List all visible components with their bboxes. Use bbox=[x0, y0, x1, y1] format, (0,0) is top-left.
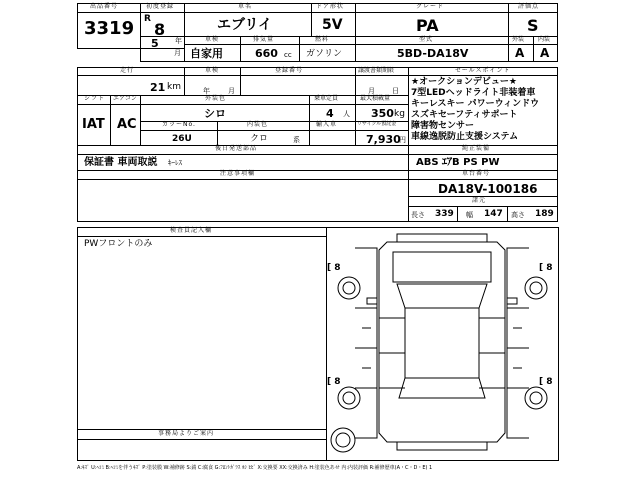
inspection-date-label: 車検 bbox=[205, 67, 220, 74]
fuel-label: 燃料 bbox=[315, 36, 330, 43]
rating-label: 評価点 bbox=[518, 3, 540, 10]
sales-point-1: 7型LEDヘッドライト非装着車 bbox=[411, 88, 536, 98]
scrap-doc-label: 譲渡書類期限 bbox=[358, 67, 395, 74]
inspection-month-unit: 月 bbox=[228, 87, 235, 95]
mileage: 21 bbox=[150, 81, 166, 94]
month-value: 5 bbox=[151, 37, 159, 50]
model-type-label: 型式 bbox=[419, 36, 434, 43]
notes-label: 注意事項欄 bbox=[220, 170, 256, 177]
lot-number-label: 出品番号 bbox=[90, 3, 119, 10]
sales-points-label: セールスポイント bbox=[455, 67, 511, 74]
sales-point-0: ★オークションデビュー★ bbox=[411, 77, 517, 87]
max-load-label: 最大積載量 bbox=[360, 95, 391, 102]
model-type: 5BD-DA18V bbox=[397, 47, 469, 60]
inspector-cell bbox=[77, 227, 327, 430]
year-era: R bbox=[144, 14, 151, 24]
length-label: 長さ bbox=[411, 211, 425, 219]
aftermarket-label: 後日発送部品 bbox=[215, 145, 258, 152]
sales-point-3: スズキセーフティサポート bbox=[411, 110, 518, 120]
exterior-grade: A bbox=[515, 46, 525, 60]
inspection-year-unit: 年 bbox=[203, 87, 210, 95]
interior-grade: A bbox=[540, 46, 550, 60]
recycle-fee: 7,930 bbox=[366, 133, 401, 146]
displacement: 660 bbox=[255, 47, 278, 60]
inspector-note: PWフロントのみ bbox=[84, 239, 153, 249]
width: 147 bbox=[484, 209, 503, 219]
notes-cell bbox=[77, 170, 409, 222]
car-outline-diagram bbox=[327, 228, 558, 460]
aircon-label: エアコン bbox=[113, 95, 137, 102]
exterior-color: シロ bbox=[204, 107, 226, 120]
rating: S bbox=[527, 16, 539, 35]
capacity-label: 乗車定員 bbox=[314, 95, 339, 102]
origin-label: 諸元 bbox=[472, 197, 487, 204]
equipment: ABS ｴｱB PS PW bbox=[416, 157, 500, 168]
recycle-unit: 円 bbox=[399, 136, 406, 144]
registration-label: 登録番号 bbox=[275, 67, 304, 74]
height-label: 高さ bbox=[511, 211, 525, 219]
tire-code-rear-right: [ 8 bbox=[539, 377, 553, 387]
inspection-label: 車検 bbox=[205, 36, 220, 43]
scrap-month-unit: 月 bbox=[368, 87, 375, 95]
aircon: AC bbox=[117, 117, 137, 132]
door-shape-label: ドア形状 bbox=[316, 3, 344, 10]
color-no: 26U bbox=[172, 134, 192, 144]
exterior-color-label: 外装色 bbox=[205, 95, 227, 102]
color-no-label: カラーNo. bbox=[162, 121, 196, 128]
car-name-label: 車名 bbox=[238, 3, 253, 10]
first-registration-label: 初度登録 bbox=[146, 3, 175, 10]
tire-code-front-right: [ 8 bbox=[539, 263, 553, 273]
lot-number: 3319 bbox=[84, 18, 135, 39]
mileage-unit: km bbox=[167, 82, 181, 92]
year-value: 8 bbox=[154, 20, 166, 39]
sales-point-2: キーレスキー パワーウィンドウ bbox=[411, 99, 540, 109]
mileage-label: 走行 bbox=[120, 67, 135, 74]
equipment-label: 純正装備 bbox=[462, 145, 491, 152]
tire-code-rear-left: [ 8 bbox=[327, 377, 341, 387]
interior-color-label: 内装色 bbox=[247, 121, 269, 128]
sales-point-4: 障害物センサー bbox=[411, 121, 475, 131]
displacement-label: 排気量 bbox=[253, 36, 275, 43]
interior-color-unit: 系 bbox=[293, 136, 300, 144]
max-load-unit: kg bbox=[394, 109, 405, 119]
year-unit: 年 bbox=[175, 37, 182, 45]
max-load: 350 bbox=[371, 107, 394, 120]
height: 189 bbox=[535, 209, 554, 219]
exterior-grade-label: 外装 bbox=[512, 36, 525, 43]
door-shape: 5V bbox=[322, 17, 343, 33]
damage-legend: A:ｷｽﾞ U:ﾍｺﾐ B:ﾍｺﾐを伴うｷｽﾞ P:塗装膜 W:補修跡 S:錆 C:腐食 G:ﾌﾛﾝﾄｶﾞﾗｽ ﾎｼ ﾋﾋﾞ X:交換要 XX:交換済み H:塗装色あせ 内:内装評価 R:補修歴車(A・C・D・E) 1 bbox=[77, 465, 433, 471]
month-cell bbox=[140, 36, 185, 62]
shift: IAT bbox=[82, 117, 105, 132]
width-label: 幅 bbox=[466, 211, 473, 219]
tire-code-front-left: [ 8 bbox=[327, 263, 341, 273]
aftermarket-value: 保証書 車両取説 bbox=[84, 157, 158, 168]
inspector-label: 検査員記入欄 bbox=[170, 227, 213, 234]
grade: PA bbox=[416, 16, 439, 35]
sales-point-5: 車線逸脱防止支援システム bbox=[411, 132, 519, 142]
length: 339 bbox=[435, 209, 454, 219]
scrap-day-unit: 日 bbox=[392, 87, 399, 95]
shift-label: シフト bbox=[84, 95, 106, 102]
interior-grade-label: 内装 bbox=[538, 36, 551, 43]
fuel: ガソリン bbox=[306, 49, 343, 59]
capacity: 4 bbox=[326, 107, 334, 120]
displacement-unit: cc bbox=[284, 51, 292, 59]
grade-label: グレード bbox=[416, 3, 445, 10]
usage: 自家用 bbox=[190, 47, 223, 60]
car-name: エブリイ bbox=[217, 17, 273, 33]
import-label: 輸入車 bbox=[316, 121, 338, 128]
capacity-unit: 人 bbox=[343, 110, 350, 118]
chassis-label: 車台番号 bbox=[462, 170, 491, 177]
recycle-label: リサイクル預託金 bbox=[357, 121, 397, 127]
chassis-no: DA18V-100186 bbox=[438, 182, 538, 196]
aftermarket-small: ｷｰﾚｽ bbox=[168, 159, 182, 167]
car-damage-diagram bbox=[326, 227, 559, 461]
office-label: 事務局よりご案内 bbox=[158, 430, 215, 437]
month-unit: 月 bbox=[174, 49, 181, 57]
interior-color: クロ bbox=[250, 134, 269, 144]
